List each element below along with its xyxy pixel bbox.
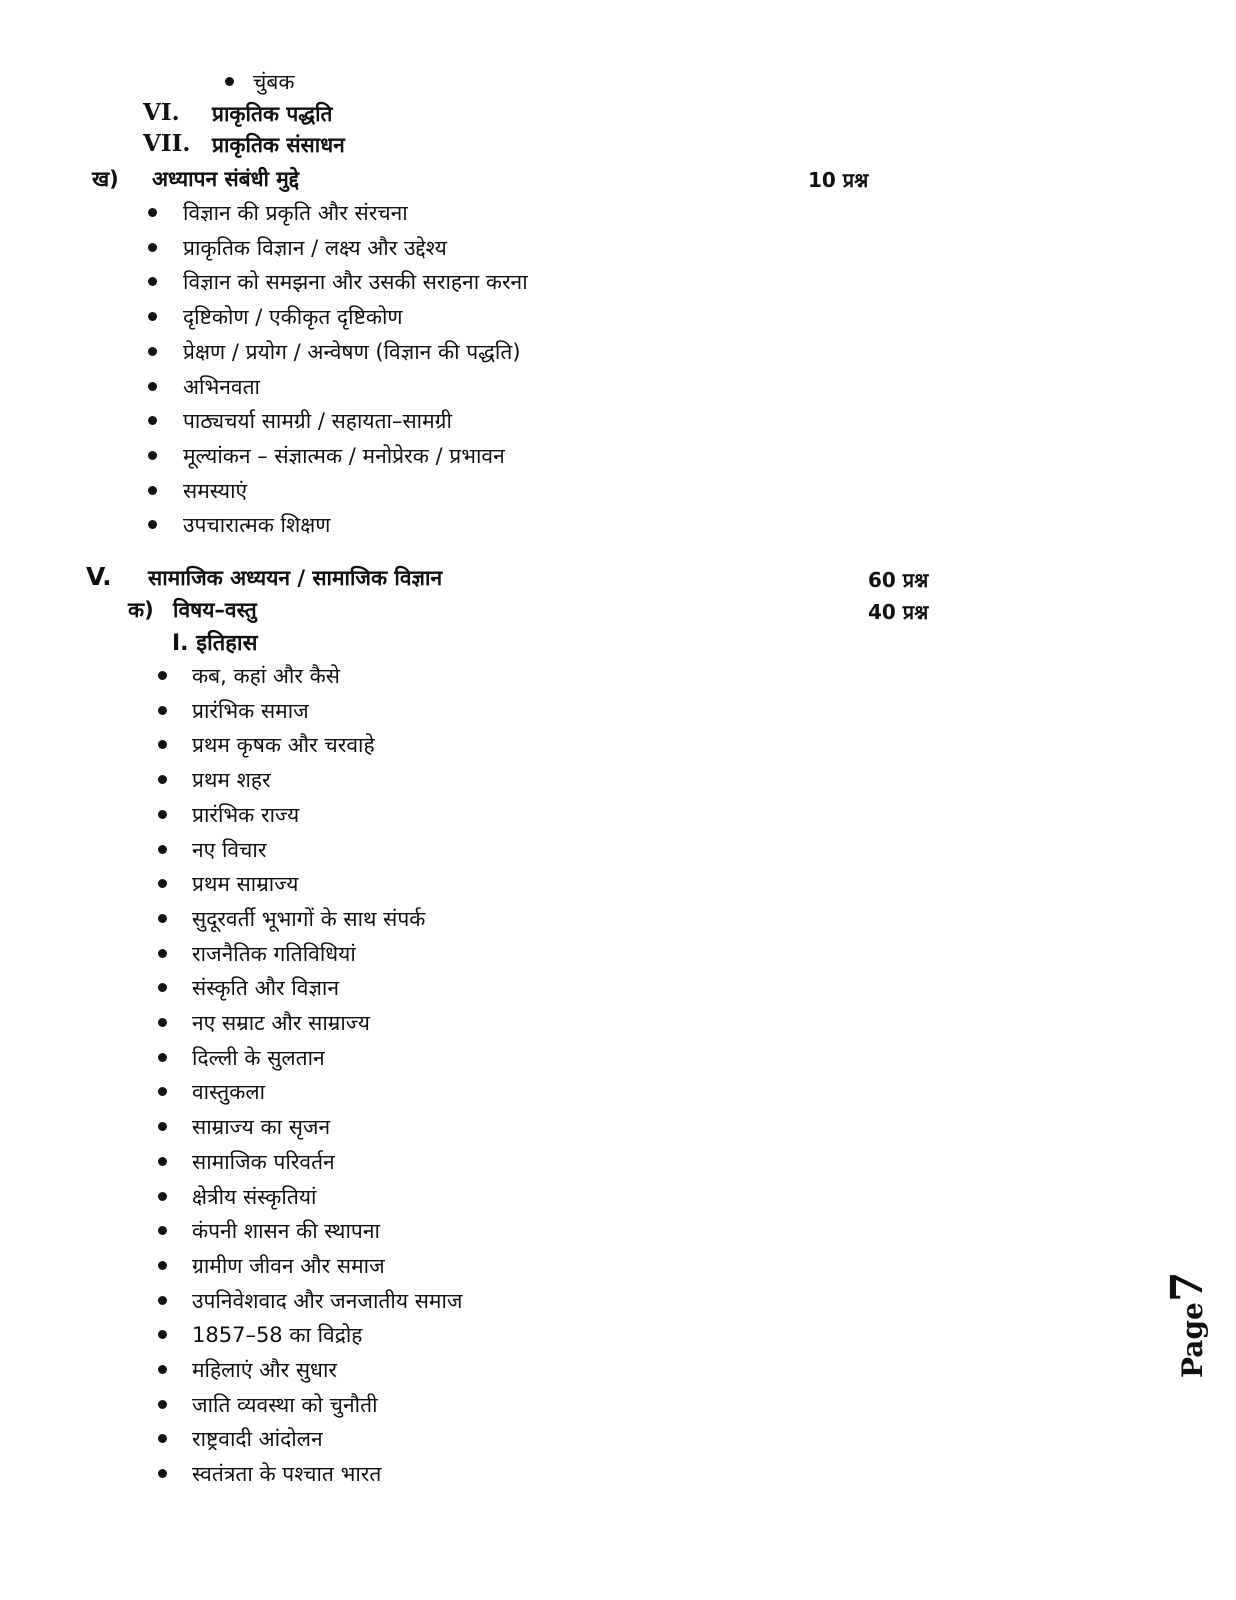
bullet-icon bbox=[148, 416, 157, 425]
bullet-icon bbox=[158, 1400, 167, 1409]
bullet-icon bbox=[148, 486, 157, 495]
list-item: कंपनी शासन की स्थापना bbox=[192, 1219, 380, 1244]
list-item: प्राकृतिक विज्ञान / लक्ष्य और उद्देश्य bbox=[183, 235, 447, 260]
list-item: दृष्टिकोण / एकीकृत दृष्टिकोण bbox=[183, 305, 403, 330]
bullet-icon bbox=[225, 77, 234, 86]
bullet-icon bbox=[148, 451, 157, 460]
bullet-icon bbox=[158, 1261, 167, 1270]
bullet-icon bbox=[148, 312, 157, 321]
bullet-icon bbox=[158, 810, 167, 819]
bullet-icon bbox=[158, 879, 167, 888]
list-item: समस्याएं bbox=[183, 478, 248, 503]
roman-number: VI. bbox=[143, 99, 180, 126]
list-item: अभिनवता bbox=[183, 374, 260, 399]
list-item: 1857–58 का विद्रोह bbox=[192, 1323, 363, 1348]
roman-item-title: प्राकृतिक पद्धति bbox=[212, 102, 333, 126]
question-count: 60 प्रश्न bbox=[868, 568, 929, 592]
bullet-icon bbox=[158, 1087, 167, 1096]
bullet-icon bbox=[158, 706, 167, 715]
bullet-icon bbox=[148, 208, 157, 217]
bullet-icon bbox=[158, 1053, 167, 1062]
list-item: उपचारात्मक शिक्षण bbox=[183, 513, 331, 538]
question-count: 40 प्रश्न bbox=[868, 600, 929, 624]
bullet-icon bbox=[158, 1469, 167, 1478]
bullet-icon bbox=[148, 243, 157, 252]
list-item: सुदूरवर्ती भूभागों के साथ संपर्क bbox=[192, 906, 426, 931]
list-item: प्रथम कृषक और चरवाहे bbox=[192, 733, 375, 758]
list-item: नए सम्राट और साम्राज्य bbox=[192, 1011, 370, 1035]
bullet-icon bbox=[158, 1226, 167, 1235]
bullet-icon bbox=[158, 671, 167, 680]
bullet-icon bbox=[158, 740, 167, 749]
bullet-icon bbox=[148, 277, 157, 286]
list-item: चुंबक bbox=[253, 70, 295, 94]
page-word: Page bbox=[1176, 1302, 1209, 1378]
list-item: मूल्यांकन – संज्ञात्मक / मनोप्रेरक / प्रभावन bbox=[183, 443, 505, 468]
list-item: नए विचार bbox=[192, 837, 267, 862]
list-item: उपनिवेशवाद और जनजातीय समाज bbox=[192, 1288, 463, 1313]
list-item: वास्तुकला bbox=[192, 1080, 266, 1105]
list-item: संस्कृति और विज्ञान bbox=[192, 976, 339, 1001]
bullet-icon bbox=[158, 845, 167, 854]
list-item: क्षेत्रीय संस्कृतियां bbox=[192, 1184, 317, 1209]
list-item: प्रेक्षण / प्रयोग / अन्वेषण (विज्ञान की पद्धति) bbox=[183, 339, 521, 364]
list-item: राजनैतिक गतिविधियां bbox=[192, 941, 356, 966]
roman-item-title: प्राकृतिक संसाधन bbox=[212, 133, 345, 157]
bullet-icon bbox=[158, 1330, 167, 1339]
list-item: प्रथम शहर bbox=[192, 768, 271, 793]
list-item: स्वतंत्रता के पश्चात भारत bbox=[192, 1462, 382, 1487]
section-number: V. bbox=[86, 562, 112, 591]
bullet-icon bbox=[158, 983, 167, 992]
bullet-icon bbox=[148, 520, 157, 529]
bullet-icon bbox=[158, 1018, 167, 1027]
bullet-icon bbox=[158, 775, 167, 784]
bullet-icon bbox=[158, 1157, 167, 1166]
bullet-icon bbox=[158, 1365, 167, 1374]
page-number-value: 7 bbox=[1162, 1271, 1213, 1303]
list-item: सामाजिक परिवर्तन bbox=[192, 1149, 335, 1174]
section-title: सामाजिक अध्ययन / सामाजिक विज्ञान bbox=[148, 566, 443, 590]
bullet-icon bbox=[158, 1296, 167, 1305]
bullet-icon bbox=[158, 949, 167, 958]
list-item: ग्रामीण जीवन और समाज bbox=[192, 1253, 385, 1278]
list-item: पाठ्यचर्या सामग्री / सहायता–सामग्री bbox=[183, 409, 452, 434]
list-item: कब, कहां और कैसे bbox=[192, 664, 340, 688]
bullet-icon bbox=[158, 1434, 167, 1443]
list-item: जाति व्यवस्था को चुनौती bbox=[192, 1392, 378, 1417]
bullet-icon bbox=[158, 1122, 167, 1131]
list-item: साम्राज्य का सृजन bbox=[192, 1115, 331, 1140]
subsection-label: क) bbox=[128, 598, 154, 622]
subsection-title: विषय–वस्तु bbox=[173, 598, 257, 622]
roman-number: VII. bbox=[143, 130, 191, 157]
list-item: महिलाएं और सुधार bbox=[192, 1358, 337, 1382]
section-title: अध्यापन संबंधी मुद्दे bbox=[152, 167, 300, 191]
question-count: 10 प्रश्न bbox=[808, 168, 869, 192]
list-item: प्रारंभिक राज्य bbox=[192, 802, 300, 827]
list-item: प्रारंभिक समाज bbox=[192, 698, 309, 723]
history-heading: I. इतिहास bbox=[172, 631, 258, 656]
list-item: विज्ञान की प्रकृति और संरचना bbox=[183, 201, 408, 225]
section-label: ख) bbox=[92, 167, 119, 191]
page-number bbox=[1158, 1271, 1218, 1390]
bullet-icon bbox=[148, 382, 157, 391]
bullet-icon bbox=[158, 914, 167, 923]
list-item: राष्ट्रवादी आंदोलन bbox=[192, 1427, 323, 1452]
list-item: प्रथम साम्राज्य bbox=[192, 872, 299, 897]
list-item: विज्ञान को समझना और उसकी सराहना करना bbox=[183, 270, 528, 295]
bullet-icon bbox=[148, 347, 157, 356]
bullet-icon bbox=[158, 1192, 167, 1201]
list-item: दिल्ली के सुलतान bbox=[192, 1045, 325, 1070]
